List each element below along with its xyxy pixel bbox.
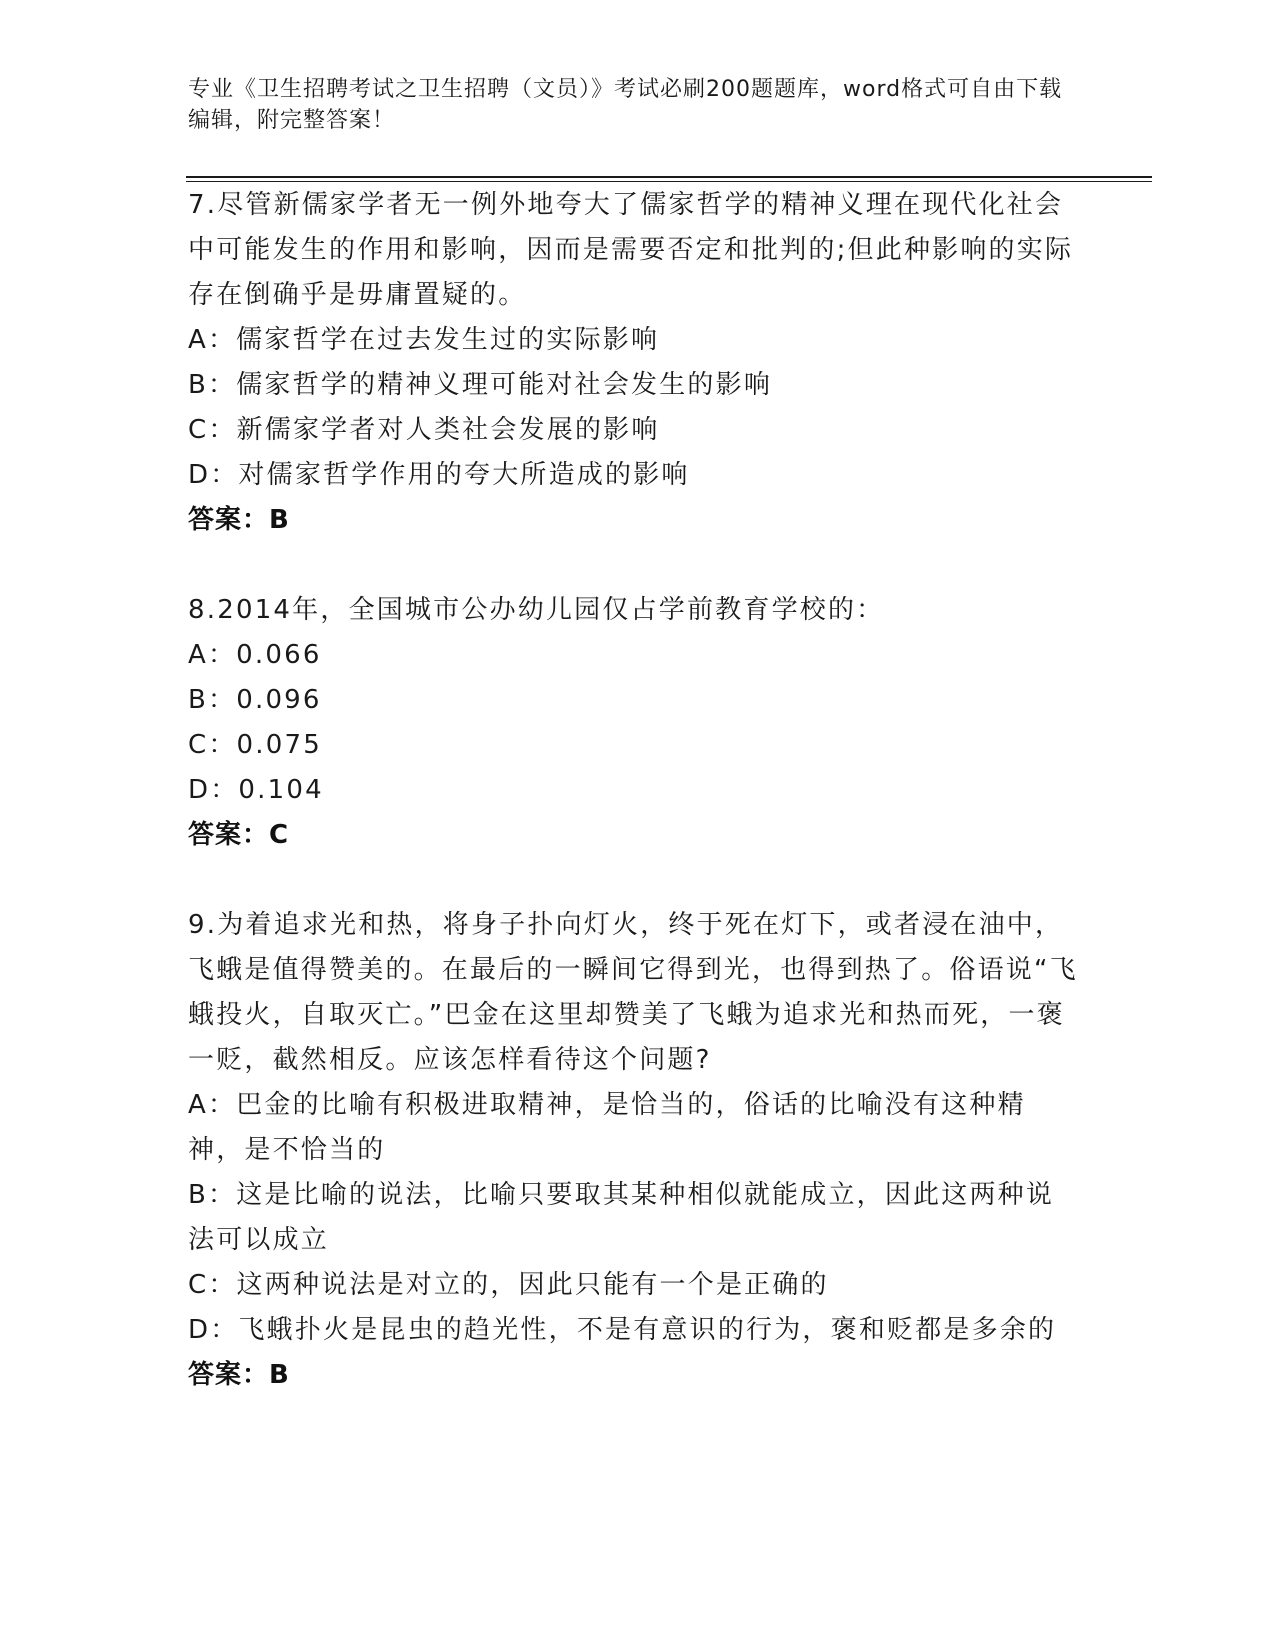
header-rule-thin	[186, 181, 1152, 182]
question-stem: 8.2014年，全国城市公办幼儿园仅占学前教育学校的：	[188, 595, 885, 625]
document-header: 专业《卫生招聘考试之卫生招聘（文员）》考试必刷200题题库，word格式可自由下载编辑，附完整答案！	[188, 77, 1063, 133]
option-d: D：0.104	[188, 775, 324, 805]
question-9	[188, 903, 1078, 1398]
question-stem: 9.为着追求光和热，将身子扑向灯火，终于死在灯下，或者浸在油中，飞蛾是值得赞美的。在最后的一瞬间它得到光，也得到热了。俗语说“飞蛾投火，自取灭亡。”巴金在这里却赞美了飞蛾为追求光和热而死，一褒一贬，截然相反。应该怎样看待这个问题?	[188, 910, 1078, 1075]
option-b: B：这是比喻的说法，比喻只要取其某种相似就能成立，因此这两种说法可以成立	[188, 1180, 1055, 1255]
option-c: C：新儒家学者对人类社会发展的影响	[188, 415, 660, 445]
option-a: A：0.066	[188, 640, 322, 670]
question-7	[188, 183, 1078, 543]
option-c: C：0.075	[188, 730, 322, 760]
header-rule-thick	[186, 176, 1152, 178]
option-b: B：0.096	[188, 685, 322, 715]
option-b: B：儒家哲学的精神义理可能对社会发生的影响	[188, 370, 773, 400]
option-d: D：对儒家哲学作用的夸大所造成的影响	[188, 460, 690, 490]
question-stem: 7.尽管新儒家学者无一例外地夸大了儒家哲学的精神义理在现代化社会中可能发生的作用和影响，因而是需要否定和批判的;但此种影响的实际存在倒确乎是毋庸置疑的。	[188, 190, 1074, 310]
question-8	[188, 588, 1078, 858]
option-a: A：儒家哲学在过去发生过的实际影响	[188, 325, 660, 355]
option-d: D：飞蛾扑火是昆虫的趋光性，不是有意识的行为，褒和贬都是多余的	[188, 1315, 1057, 1345]
answer: 答案：B	[188, 505, 290, 535]
answer: 答案：C	[188, 820, 290, 850]
option-c: C：这两种说法是对立的，因此只能有一个是正确的	[188, 1270, 829, 1300]
option-a: A：巴金的比喻有积极进取精神，是恰当的，俗话的比喻没有这种精神，是不恰当的	[188, 1090, 1026, 1165]
answer: 答案：B	[188, 1360, 290, 1390]
